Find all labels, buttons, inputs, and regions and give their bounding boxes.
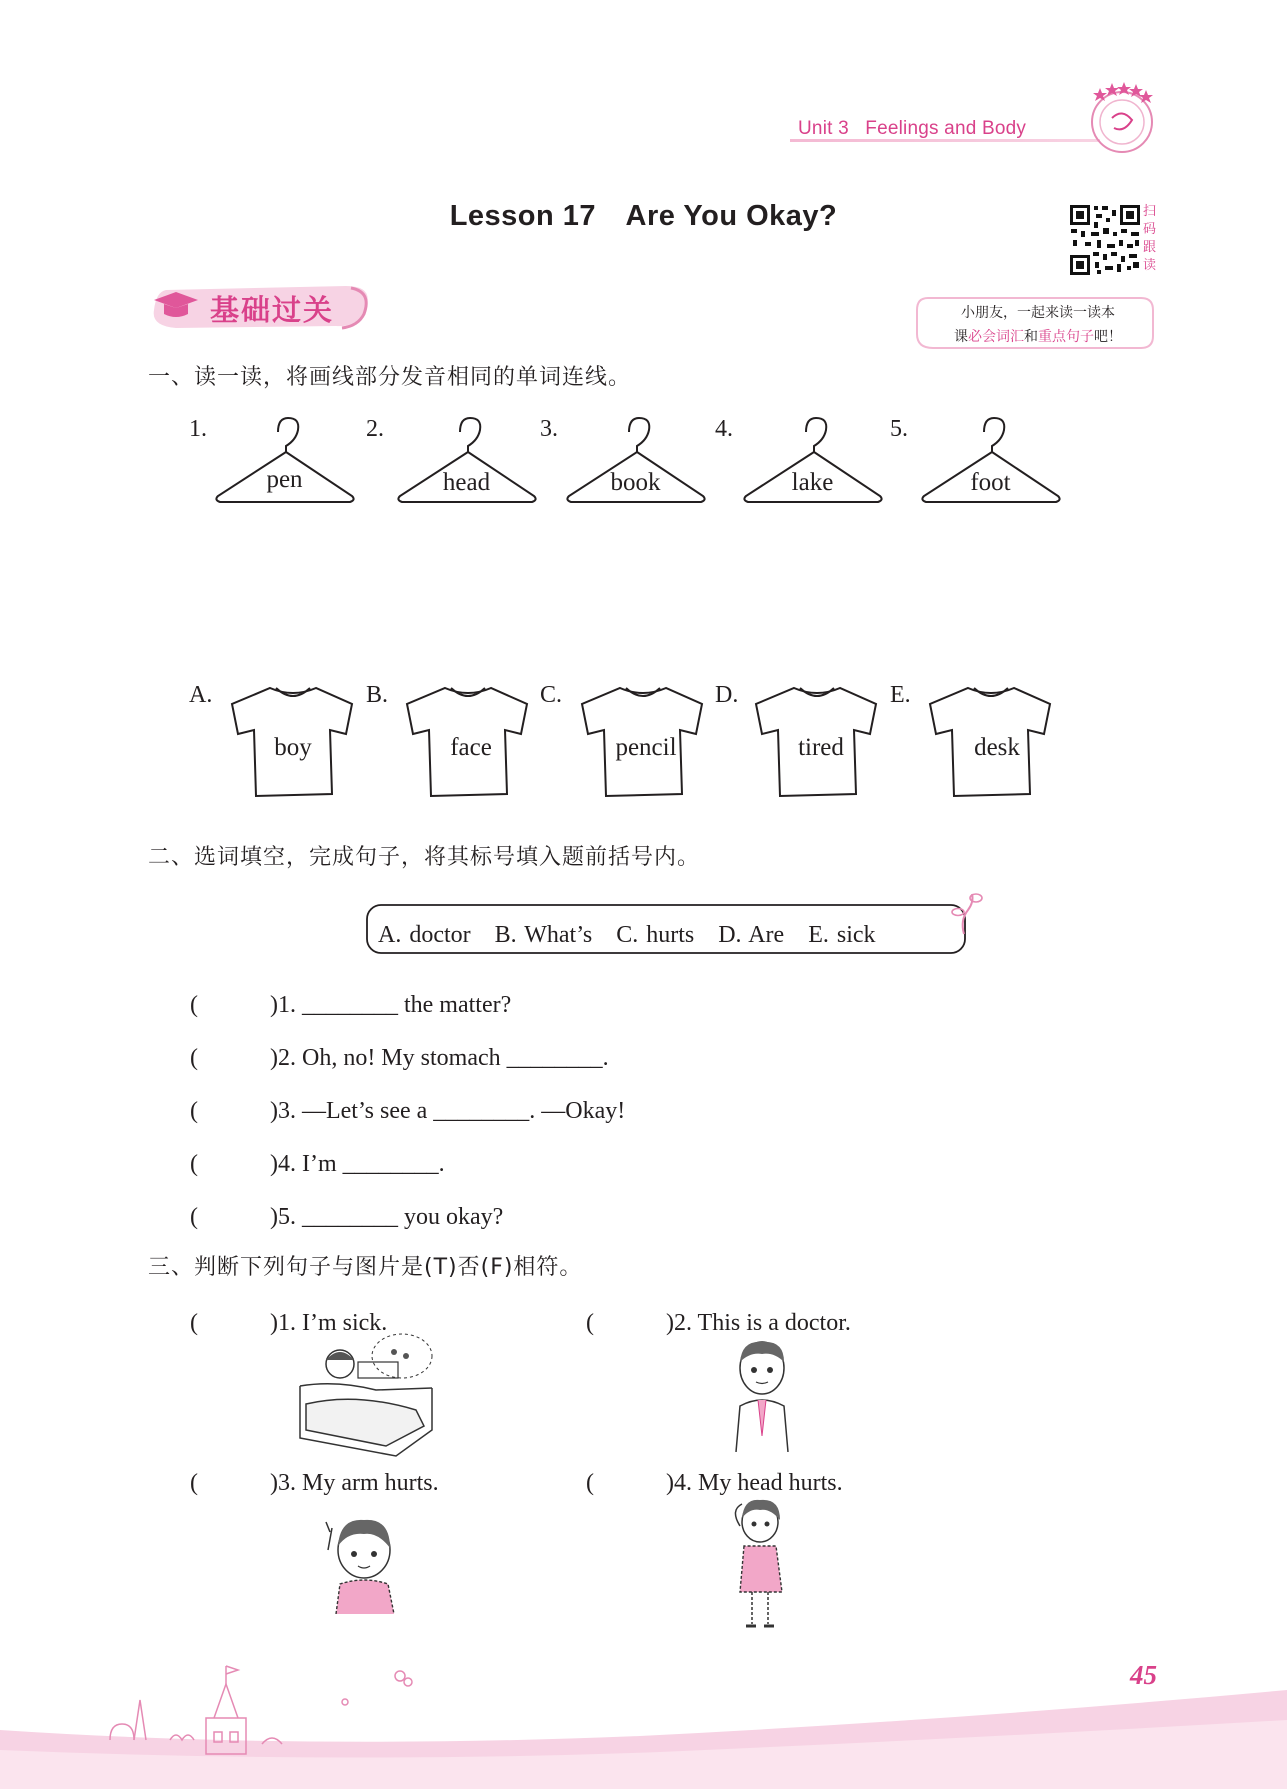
hanger-number: 3. <box>540 416 558 442</box>
shirt-letter: A. <box>189 682 213 708</box>
word-bank-options: A. doctor B. What’s C. hurts D. Are E. sick <box>378 922 876 948</box>
hanger-word: lake <box>791 469 834 496</box>
shirt-word: pencil <box>615 734 677 761</box>
fill-question: ( )1. ________ the matter? <box>190 992 512 1018</box>
answer-paren[interactable]: ( ) <box>190 1470 278 1496</box>
section2-heading: 二、选词填空，完成句子，将其标号填入题前括号内。 <box>148 845 701 870</box>
girl-pointing-illustration <box>318 1510 410 1614</box>
hanger-word: foot <box>970 469 1011 496</box>
page-number: 45 <box>1130 1660 1157 1690</box>
answer-paren[interactable]: ( ) <box>190 1045 278 1071</box>
leaf-sprout-icon <box>950 890 984 936</box>
shirt-letter: C. <box>540 682 563 708</box>
hanger-word: head <box>442 469 491 496</box>
answer-paren[interactable]: ( ) <box>190 1098 278 1124</box>
judge-item: ( )3. My arm hurts. <box>190 1470 439 1496</box>
hanger-word: pen <box>266 466 303 493</box>
answer-paren[interactable]: ( ) <box>190 1204 278 1230</box>
answer-paren[interactable]: ( ) <box>190 1310 278 1336</box>
fill-question: ( )4. I’m ________. <box>190 1151 445 1177</box>
unit-label: Unit 3 <box>798 118 849 139</box>
unit-topic: Feelings and Body <box>865 118 1027 139</box>
hanger-word: book <box>610 469 661 496</box>
answer-paren[interactable]: ( ) <box>586 1310 674 1336</box>
section1-heading: 一、读一读，将画线部分发音相同的单词连线。 <box>148 365 632 390</box>
section3-heading: 三、判断下列句子与图片是(T)否(F)相符。 <box>148 1255 583 1280</box>
footer-wave-decoration <box>0 1640 1287 1789</box>
judge-item: ( )4. My head hurts. <box>586 1470 843 1496</box>
judge-item: ( )2. This is a doctor. <box>586 1310 851 1336</box>
shirt-letter: D. <box>715 682 739 708</box>
shirt-word: face <box>450 734 492 761</box>
page-title: Lesson 17 Are You Okay? <box>449 200 838 232</box>
girl-holding-head-illustration <box>724 1496 798 1634</box>
answer-paren[interactable]: ( ) <box>586 1470 674 1496</box>
unit-header <box>798 118 1026 140</box>
sick-child-in-bed-illustration <box>296 1326 442 1458</box>
qr-code-icon[interactable] <box>1069 204 1141 276</box>
tip-text: 小朋友，一起来读一读本 课必会词汇和重点句子吧！ <box>954 305 1122 345</box>
answer-paren[interactable]: ( ) <box>190 1151 278 1177</box>
banner-label: 基础过关 <box>210 293 335 327</box>
hanger-number: 5. <box>890 416 908 442</box>
hanger-number: 1. <box>189 416 207 442</box>
publisher-seal-icon <box>1082 78 1162 158</box>
judge-item: ( )1. I’m sick. <box>190 1310 388 1336</box>
fill-question: ( )3. —Let’s see a ________. —Okay! <box>190 1098 626 1124</box>
shirt-word: boy <box>274 734 312 761</box>
doctor-boy-illustration <box>722 1336 804 1452</box>
fill-question: ( )5. ________ you okay? <box>190 1204 504 1230</box>
answer-paren[interactable]: ( ) <box>190 992 278 1018</box>
shirt-word: desk <box>974 734 1020 761</box>
shirt-letter: B. <box>366 682 389 708</box>
shirt-letter: E. <box>890 682 911 708</box>
hanger-number: 4. <box>715 416 733 442</box>
fill-question: ( )2. Oh, no! My stomach ________. <box>190 1045 609 1071</box>
qr-caption: 扫 码 跟 读 <box>1143 204 1157 273</box>
shirt-word: tired <box>798 734 844 761</box>
header-rule <box>790 139 1100 142</box>
hanger-number: 2. <box>366 416 384 442</box>
